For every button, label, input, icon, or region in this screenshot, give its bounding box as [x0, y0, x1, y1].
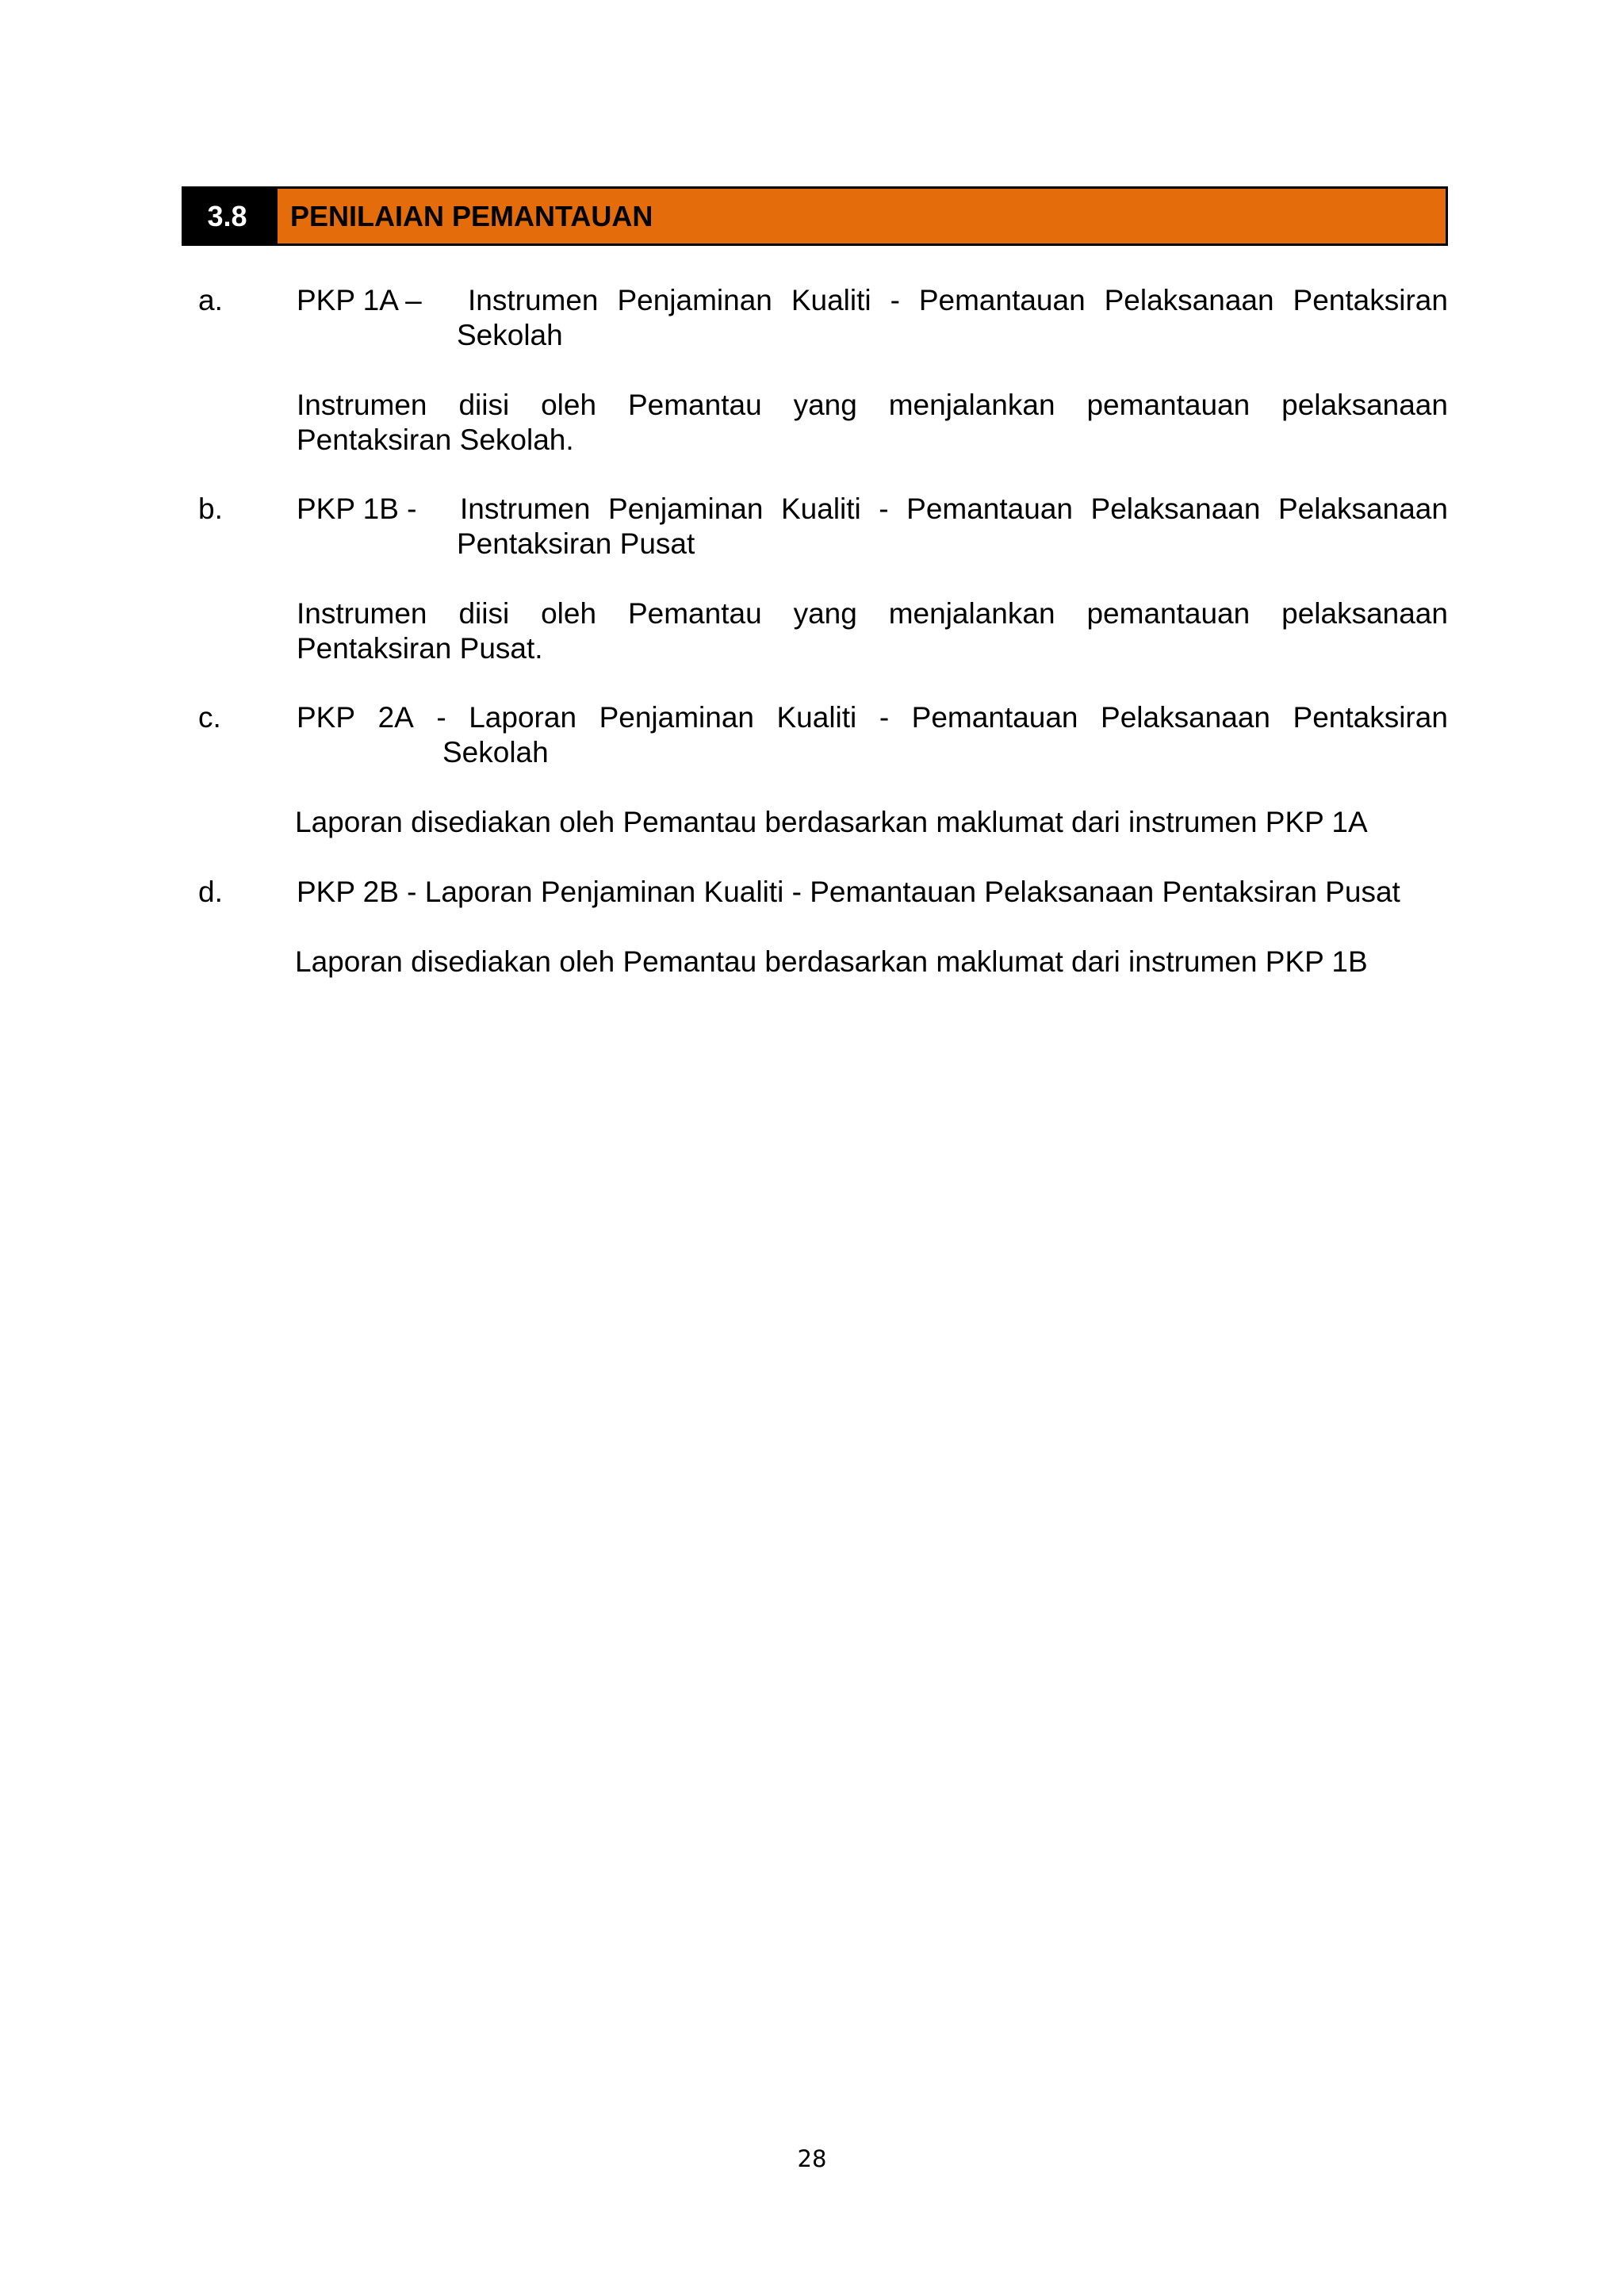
item-a-letter: a. — [198, 284, 223, 316]
item-c-letter: c. — [198, 701, 221, 734]
item-a-heading: Instrumen Penjaminan Kualiti - Pemantauan Pelaksanaan Pentaksiran — [468, 284, 1448, 316]
item-c-heading-cont: Sekolah — [442, 736, 549, 769]
item-c-description: Laporan disediakan oleh Pemantau berdasarkan maklumat dari instrumen PKP 1A — [295, 806, 1368, 838]
item-b-prefix: PKP 1B - — [297, 493, 417, 525]
item-c-heading: PKP 2A - Laporan Penjaminan Kualiti - Pemantauan Pelaksanaan Pentaksiran — [297, 701, 1448, 734]
item-d-letter: d. — [198, 876, 223, 908]
page-number: 28 — [797, 2145, 827, 2172]
item-b-heading: Instrumen Penjaminan Kualiti - Pemantauan Pelaksanaan Pelaksanaan — [460, 493, 1448, 525]
item-a-description: Instrumen diisi oleh Pemantau yang menjalankan pemantauan pelaksanaan — [297, 389, 1448, 421]
item-a-heading-cont: Sekolah — [457, 319, 563, 351]
section-number: 3.8 — [184, 189, 275, 243]
item-d-description: Laporan disediakan oleh Pemantau berdasarkan maklumat dari instrumen PKP 1B — [295, 945, 1368, 978]
item-b-letter: b. — [198, 493, 223, 525]
item-a-description-cont: Pentaksiran Sekolah. — [297, 424, 574, 456]
item-a-prefix: PKP 1A – — [297, 284, 422, 316]
item-b-description: Instrumen diisi oleh Pemantau yang menjalankan pemantauan pelaksanaan — [297, 597, 1448, 630]
section-title: PENILAIAN PEMANTAUAN — [278, 189, 1446, 243]
item-b-heading-cont: Pentaksiran Pusat — [457, 527, 695, 560]
item-d-heading: PKP 2B - Laporan Penjaminan Kualiti - Pemantauan Pelaksanaan Pentaksiran Pusat — [297, 876, 1400, 908]
section-header — [182, 186, 1448, 246]
item-b-description-cont: Pentaksiran Pusat. — [297, 632, 543, 665]
